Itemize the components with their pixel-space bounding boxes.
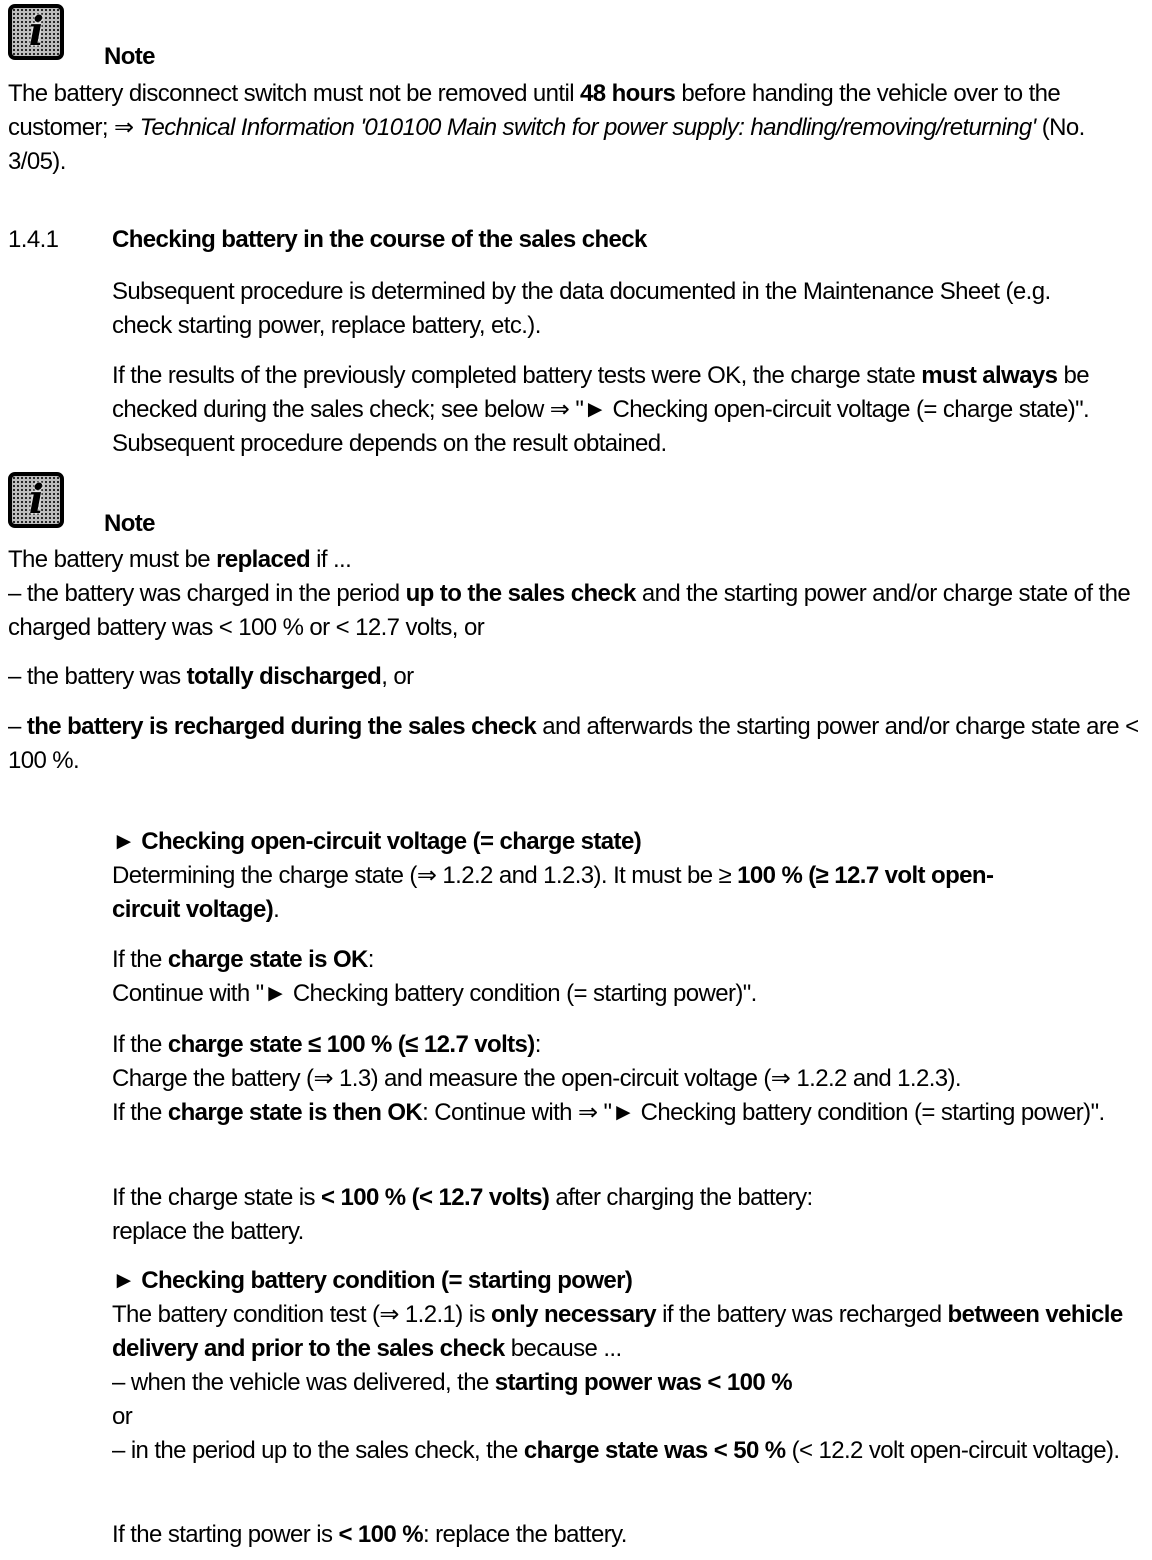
ocv-paragraph: If the charge state is < 100 % (< 12.7 volts) after charging the battery: replace the battery. [112,1184,813,1245]
section-paragraph: If the results of the previously completed battery tests were OK, the charge state must always be checked during the sales check; see below ⇒ "► Checking open-circuit voltage (= charge state)". Subsequent procedure depends on the result obtained. [112,362,1090,457]
bc-heading: ► Checking battery condition (= starting power) [112,1267,633,1294]
ocv-paragraph: If the charge state ≤ 100 % (≤ 12.7 volts): Charge the battery (⇒ 1.3) and measure the open-circuit voltage (⇒ 1.2.2 and 1.2.3). If the charge state is then OK: Continue with ⇒ "► Checking battery condition (= starting power)". [112,1031,1105,1126]
info-icon [8,472,64,528]
note-text: The battery must be replaced if ... – the battery was charged in the period up to the sales check and the starting power and/or charge state of the charged battery was < 100 % or < 12.7 volts, or [8,546,1131,641]
section-title: Checking battery in the course of the sales check [112,226,647,253]
section-number: 1.4.1 [8,226,59,253]
info-icon-glyph: i [28,8,44,55]
section-paragraph: Subsequent procedure is determined by the data documented in the Maintenance Sheet (e.g. check starting power, replace battery, etc.). [112,278,1051,339]
bc-paragraph: If the starting power is < 100 %: replace the battery. [112,1521,627,1548]
note-text: – the battery is recharged during the sales check and afterwards the starting power and/or charge state are < 100 %. [8,713,1139,774]
ocv-paragraph: If the charge state is OK: Continue with "► Checking battery condition (= starting power)". [112,946,757,1007]
ocv-heading: ► Checking open-circuit voltage (= charge state) [112,828,642,855]
note-label: Note [104,510,155,537]
ocv-paragraph: Determining the charge state (⇒ 1.2.2 and 1.2.3). It must be ≥ 100 % (≥ 12.7 volt open-circuit voltage). [112,862,994,923]
note-label: Note [104,43,155,70]
note-text: – the battery was totally discharged, or [8,663,414,690]
info-icon-glyph: i [28,476,44,523]
info-icon [8,4,64,60]
bc-paragraph: The battery condition test (⇒ 1.2.1) is only necessary if the battery was recharged between vehicle delivery and prior to the sales check because ... – when the vehicle was delivered, the starting power was < 100 % or – in the period up to the sales check, the charge state was < 50 % (< 12.2 volt open-circuit voltage). [112,1301,1123,1464]
note-text: The battery disconnect switch must not be removed until 48 hours before handing the vehicle over to the customer; ⇒ Technical Information '010100 Main switch for power supply: handling/removing/returning' (No. 3/05). [8,80,1085,175]
technical-information-reference: ⇒ Technical Information '010100 Main switch for power supply: handling/removing/returning' [114,114,1036,141]
